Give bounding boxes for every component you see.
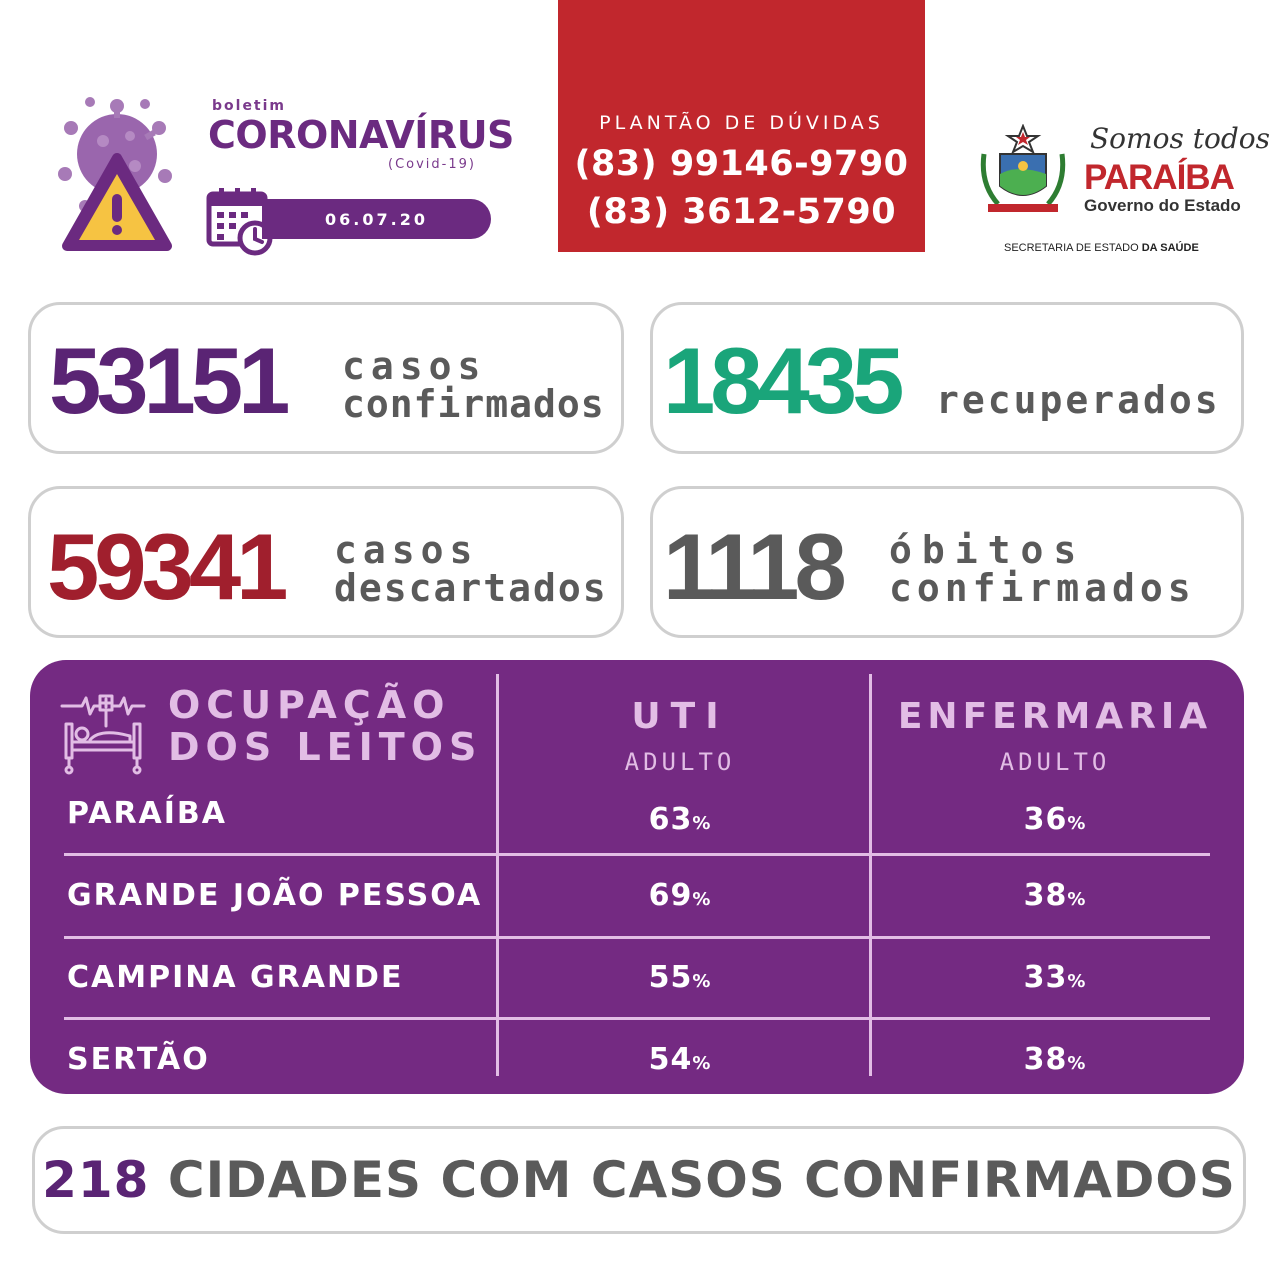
bulletin-date: 06.07.20: [262, 199, 491, 239]
beds-title-line-2: DOS LEITOS: [168, 725, 483, 769]
cities-card: [32, 1126, 1246, 1234]
uti-percent: [500, 802, 860, 837]
hotline-phone-1[interactable]: (83) 99146-9790: [574, 144, 909, 184]
cities-text: CIDADES COM CASOS CONFIRMADOS: [167, 1151, 1236, 1209]
region-name: SERTÃO: [67, 1042, 210, 1077]
hospital-bed-icon: [60, 690, 146, 776]
gov-label: Governo do Estado: [1084, 196, 1241, 215]
deaths-value: 1118: [663, 514, 842, 619]
col-enfermaria: ENFERMARIA: [897, 696, 1213, 737]
secretariat-label: [1004, 242, 1199, 254]
gov-slogan: Somos todos: [1090, 122, 1270, 155]
percent-sign: %: [1067, 1053, 1087, 1074]
confirmed-label-1: casos: [342, 344, 487, 388]
enf-value: 38: [1023, 878, 1068, 913]
col-uti-sub: ADULTO: [624, 748, 736, 776]
discarded-label-2: descartados: [334, 566, 608, 610]
hotline-label: PLANTÃO DE DÚVIDAS: [599, 112, 884, 134]
enf-percent: [870, 878, 1240, 913]
enf-percent: [870, 802, 1240, 837]
confirmed-value: 53151: [49, 328, 286, 433]
brand-title: CORONAVÍRUS: [208, 113, 514, 157]
brand-subtitle: (Covid-19): [388, 157, 476, 172]
row-divider-3: [64, 1017, 1210, 1020]
uti-value: 55: [648, 960, 693, 995]
hotline-phone-2[interactable]: (83) 3612-5790: [586, 192, 897, 232]
discarded-value: 59341: [47, 514, 284, 619]
uti-percent: [500, 878, 860, 913]
enf-percent: [870, 960, 1240, 995]
percent-sign: %: [1067, 813, 1087, 834]
discarded-label-1: casos: [334, 528, 479, 572]
recovered-card: [650, 302, 1244, 454]
brand-small: boletim: [212, 98, 287, 114]
secretariat-bold: DA SAÚDE: [1141, 242, 1199, 254]
recovered-value: 18435: [663, 328, 900, 433]
confirmed-card: [28, 302, 624, 454]
uti-percent: [500, 1042, 860, 1077]
state-coat-of-arms-icon: [978, 124, 1068, 216]
column-divider-1: [496, 674, 499, 1076]
deaths-card: [650, 486, 1244, 638]
recovered-label: recuperados: [936, 378, 1221, 422]
col-uti: UTI: [631, 696, 729, 737]
percent-sign: %: [692, 971, 712, 992]
percent-sign: %: [1067, 971, 1087, 992]
cities-summary: [35, 1129, 1243, 1231]
col-enfermaria-sub: ADULTO: [999, 748, 1111, 776]
bed-occupancy-panel: [30, 660, 1244, 1094]
percent-sign: %: [692, 1053, 712, 1074]
deaths-label-2: confirmados: [889, 566, 1196, 610]
confirmed-label-2: confirmados: [342, 382, 605, 426]
secretariat-prefix: SECRETARIA DE ESTADO: [1004, 242, 1142, 254]
column-divider-2: [869, 674, 872, 1076]
gov-state-name: PARAÍBA: [1084, 158, 1234, 197]
percent-sign: %: [692, 889, 712, 910]
enf-value: 38: [1023, 1042, 1068, 1077]
beds-title-line-1: OCUPAÇÃO: [168, 683, 451, 727]
cities-count: 218: [42, 1151, 150, 1209]
row-divider-2: [64, 936, 1210, 939]
enf-value: 36: [1023, 802, 1068, 837]
uti-value: 54: [648, 1042, 693, 1077]
enf-percent: [870, 1042, 1240, 1077]
deaths-label-1: óbitos: [889, 528, 1087, 572]
discarded-card: [28, 486, 624, 638]
percent-sign: %: [692, 813, 712, 834]
region-name: GRANDE JOÃO PESSOA: [67, 878, 483, 913]
region-name: CAMPINA GRANDE: [67, 960, 404, 995]
virus-warning-icon: [55, 96, 185, 256]
enf-value: 33: [1023, 960, 1068, 995]
row-divider-1: [64, 853, 1210, 856]
region-name: PARAÍBA: [67, 796, 228, 831]
hotline-box: [558, 0, 925, 252]
uti-value: 69: [648, 878, 693, 913]
percent-sign: %: [1067, 889, 1087, 910]
uti-value: 63: [648, 802, 693, 837]
uti-percent: [500, 960, 860, 995]
